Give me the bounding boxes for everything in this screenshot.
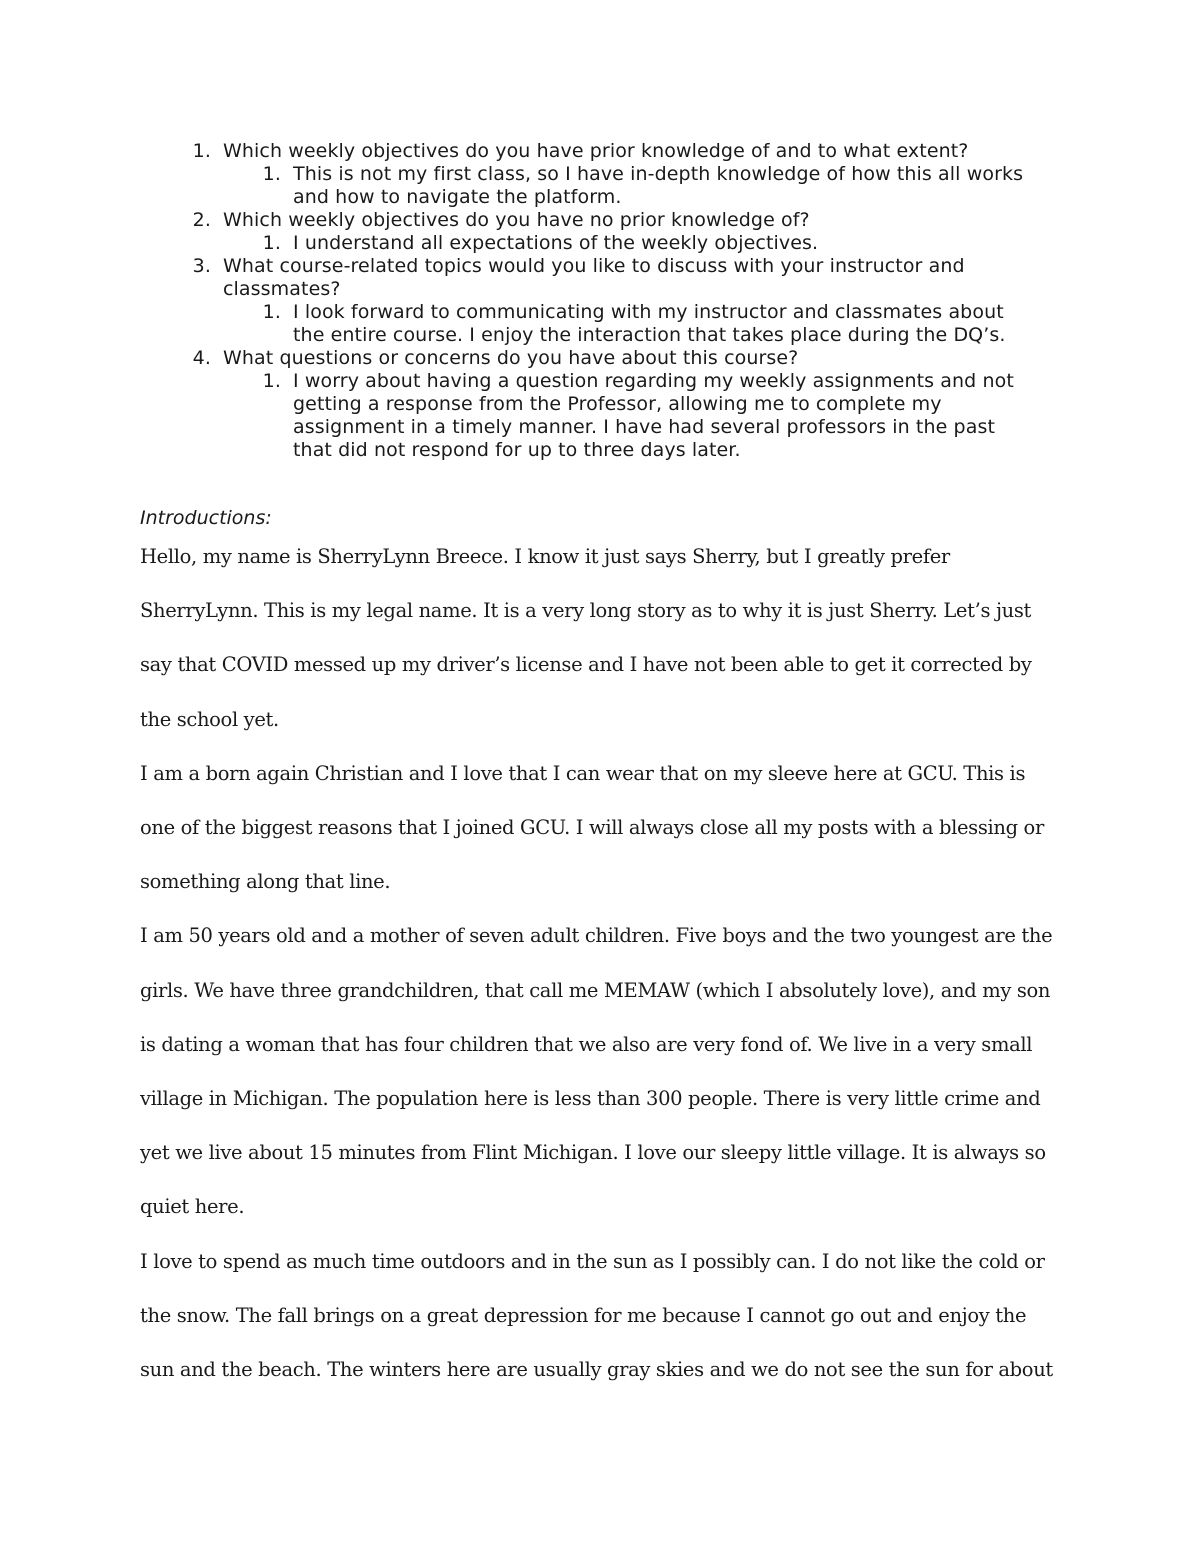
introductions-body — [140, 530, 1060, 1397]
answer-item — [140, 163, 1040, 209]
intro-paragraph: I am a born again Christian and I love that I can wear that on my sleeve here at GCU. This is one of the biggest reasons that I joined GCU. I will always close all my posts with a blessing or something along that line. — [140, 761, 1044, 894]
question-number: 3. — [192, 255, 211, 277]
question-item — [140, 209, 1040, 232]
question-text: Which weekly objectives do you have no prior knowledge of? — [223, 209, 810, 231]
answer-item — [140, 301, 1040, 347]
answer-number: 1. — [262, 370, 281, 392]
question-list — [140, 140, 1040, 462]
intro-paragraph: Hello, my name is SherryLynn Breece. I know it just says Sherry, but I greatly prefer SherryLynn. This is my legal name. It is a very long story as to why it is just Sherry. Let’s just say that COVID messed up my driver’s license and I have not been able to get it corrected by the school yet. — [140, 545, 1032, 731]
question-text: What course-related topics would you like to discuss with your instructor and classmates? — [223, 255, 965, 300]
answer-item — [140, 232, 1040, 255]
answer-item — [140, 370, 1040, 462]
intro-paragraph: I love to spend as much time outdoors and in the sun as I possibly can. I do not like the cold or the snow. The fall brings on a great depression for me because I cannot go out and enjoy the sun and the beach. The winters here are usually gray skies and we do not see the sun for about — [140, 1249, 1053, 1382]
question-number: 4. — [192, 347, 211, 369]
question-number: 1. — [192, 140, 211, 162]
answer-text: I worry about having a question regarding my weekly assignments and not getting a response from the Professor, allowing me to complete my assignment in a timely manner. I have had several professors in the past that did not respond for up to three days later. — [293, 370, 1014, 461]
introductions-heading: Introductions: — [140, 507, 272, 529]
answer-text: I look forward to communicating with my instructor and classmates about the entire course. I enjoy the interaction that takes place during the DQ’s. — [293, 301, 1006, 346]
answer-number: 1. — [262, 301, 281, 323]
question-text: What questions or concerns do you have about this course? — [223, 347, 799, 369]
answer-number: 1. — [262, 232, 281, 254]
answer-text: This is not my first class, so I have in-depth knowledge of how this all works and how to navigate the platform. — [293, 163, 1024, 208]
intro-paragraph: I am 50 years old and a mother of seven adult children. Five boys and the two youngest are the girls. We have three grandchildren, that call me MEMAW (which I absolutely love), and my son is dating a woman that has four children that we also are very fond of. We live in a very small village in Michigan. The population here is less than 300 people. There is very little crime and yet we live about 15 minutes from Flint Michigan. I love our sleepy little village. It is always so quiet here. — [140, 924, 1053, 1219]
question-item — [140, 255, 1040, 301]
question-text: Which weekly objectives do you have prior knowledge of and to what extent? — [223, 140, 969, 162]
answer-text: I understand all expectations of the weekly objectives. — [293, 232, 819, 254]
question-item — [140, 140, 1040, 163]
answer-number: 1. — [262, 163, 281, 185]
question-item — [140, 347, 1040, 370]
question-number: 2. — [192, 209, 211, 231]
